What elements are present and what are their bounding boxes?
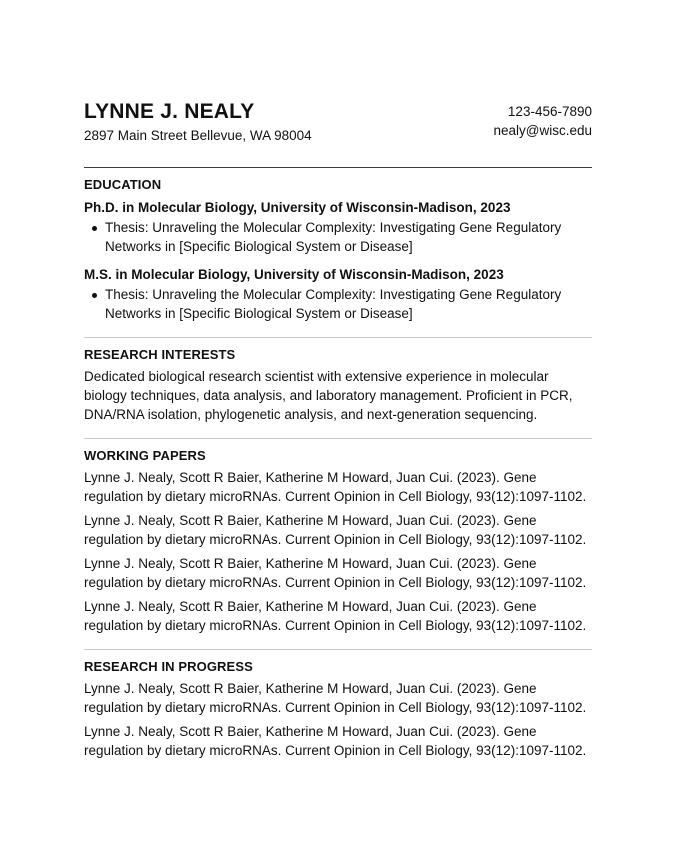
bullet-item <box>84 285 592 323</box>
candidate-name: LYNNE J. NEALY <box>84 100 255 123</box>
publication-entry: Lynne J. Nealy, Scott R Baier, Katherine M Howard, Juan Cui. (2023). Gene regulation by dietary microRNAs. Current Opinion in Cell Biology, 93(12):1097-1102. <box>84 599 587 633</box>
bullet-item <box>84 218 592 256</box>
resume-header <box>84 99 592 168</box>
email-address: nealy@wisc.edu <box>493 123 592 138</box>
bullet-icon <box>92 293 97 298</box>
section-title-research-in-progress: RESEARCH IN PROGRESS <box>84 659 253 674</box>
section-title-research-interests: RESEARCH INTERESTS <box>84 347 236 362</box>
bullet-icon <box>92 226 97 231</box>
publication-entry: Lynne J. Nealy, Scott R Baier, Katherine M Howard, Juan Cui. (2023). Gene regulation by dietary microRNAs. Current Opinion in Cell Biology, 93(12):1097-1102. <box>84 681 587 715</box>
research-in-progress-section <box>84 649 592 760</box>
education-section <box>84 168 592 323</box>
address: 2897 Main Street Bellevue, WA 98004 <box>84 128 312 143</box>
phone-number: 123-456-7890 <box>507 104 592 119</box>
publication-entry: Lynne J. Nealy, Scott R Baier, Katherine M Howard, Juan Cui. (2023). Gene regulation by dietary microRNAs. Current Opinion in Cell Biology, 93(12):1097-1102. <box>84 556 587 590</box>
research-interests-text: Dedicated biological research scientist with extensive experience in molecular biology techniques, data analysis, and laboratory management. Proficient in PCR, DNA/RNA isolation, phylogenetic analysis, and next-generation sequencing. <box>84 369 573 422</box>
working-papers-section <box>84 438 592 635</box>
research-interests-section <box>84 337 592 424</box>
publication-entry: Lynne J. Nealy, Scott R Baier, Katherine M Howard, Juan Cui. (2023). Gene regulation by dietary microRNAs. Current Opinion in Cell Biology, 93(12):1097-1102. <box>84 724 587 758</box>
publication-entry: Lynne J. Nealy, Scott R Baier, Katherine M Howard, Juan Cui. (2023). Gene regulation by dietary microRNAs. Current Opinion in Cell Biology, 93(12):1097-1102. <box>84 470 587 504</box>
section-title-working-papers: WORKING PAPERS <box>84 448 206 463</box>
degree-title: Ph.D. in Molecular Biology, University of Wisconsin-Madison, 2023 <box>84 200 511 215</box>
degree-details <box>84 218 592 256</box>
degree-title: M.S. in Molecular Biology, University of Wisconsin-Madison, 2023 <box>84 267 504 282</box>
resume-page <box>84 99 592 760</box>
thesis-text: Thesis: Unraveling the Molecular Complexity: Investigating Gene Regulatory Networks in [Specific Biological System or Disease] <box>105 287 562 321</box>
degree-details <box>84 285 592 323</box>
thesis-text: Thesis: Unraveling the Molecular Complexity: Investigating Gene Regulatory Networks in [Specific Biological System or Disease] <box>105 220 562 254</box>
contact-info <box>493 102 592 140</box>
publication-entry: Lynne J. Nealy, Scott R Baier, Katherine M Howard, Juan Cui. (2023). Gene regulation by dietary microRNAs. Current Opinion in Cell Biology, 93(12):1097-1102. <box>84 513 587 547</box>
section-title-education: EDUCATION <box>84 177 162 192</box>
